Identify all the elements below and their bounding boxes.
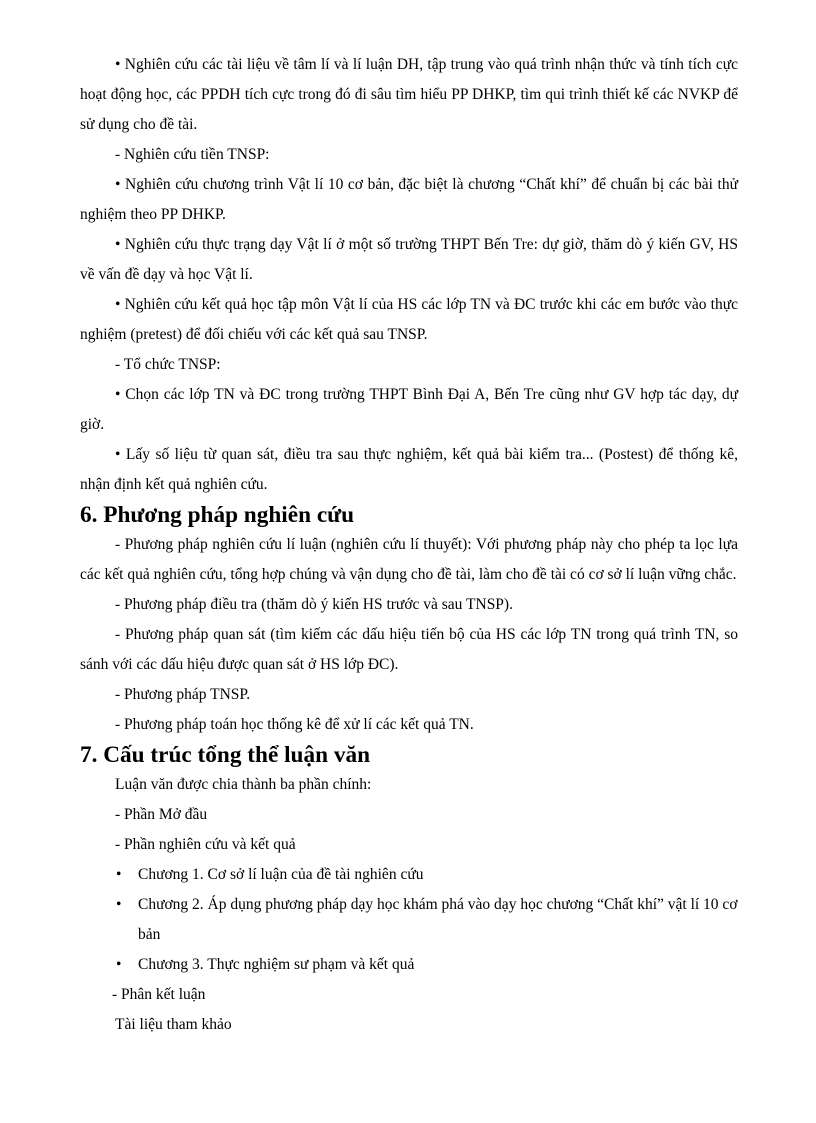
paragraph: • Lấy số liệu từ quan sát, điều tra sau thực nghiệm, kết quả bài kiểm tra... (Postest) để thống kê, nhận định kết quả nghiên cứu.	[80, 446, 738, 493]
chapter-list-item	[80, 860, 738, 890]
chapter-list-item	[80, 950, 738, 980]
document-page	[80, 50, 738, 1040]
chapter-list-item	[80, 890, 738, 950]
method-item: - Phương pháp toán học thống kê để xử lí các kết quả TN.	[115, 716, 474, 733]
bullet-icon: •	[116, 896, 122, 913]
structure-part: - Phần nghiên cứu và kết quả	[115, 836, 296, 853]
structure-part: - Phân kết luận	[112, 986, 206, 1003]
paragraph: • Nghiên cứu thực trạng dạy Vật lí ở một số trường THPT Bến Tre: dự giờ, thăm dò ý kiến GV, HS về vấn đề dạy và học Vật lí.	[80, 236, 738, 283]
paragraph: - Nghiên cứu tiền TNSP:	[115, 146, 270, 163]
bullet-icon: •	[116, 866, 122, 883]
paragraph: • Nghiên cứu các tài liệu về tâm lí và lí luận DH, tập trung vào quá trình nhận thức và tính tích cực hoạt động học, các PPDH tích cực trong đó đi sâu tìm hiểu PP DHKP, tìm qui trình thiết kế các NVKP để sử dụng cho đề tài.	[80, 56, 738, 133]
structure-intro: Luận văn được chia thành ba phần chính:	[115, 776, 372, 793]
chapter-label: Chương 2. Áp dụng phương pháp dạy học khám phá vào dạy học chương “Chất khí” vật lí 10 cơ bản	[138, 896, 738, 943]
references-label: Tài liệu tham khảo	[115, 1016, 232, 1033]
paragraph: • Nghiên cứu chương trình Vật lí 10 cơ bản, đặc biệt là chương “Chất khí” để chuẩn bị các bài thử nghiệm theo PP DHKP.	[80, 176, 738, 223]
structure-part: - Phần Mở đầu	[115, 806, 208, 823]
method-item: - Phương pháp điều tra (thăm dò ý kiến HS trước và sau TNSP).	[115, 596, 513, 613]
paragraph: • Nghiên cứu kết quả học tập môn Vật lí của HS các lớp TN và ĐC trước khi các em bước vào thực nghiệm (pretest) để đối chiếu với các kết quả sau TNSP.	[80, 296, 738, 343]
paragraph: - Tổ chức TNSP:	[115, 356, 221, 373]
bullet-icon: •	[116, 956, 122, 973]
chapter-label: Chương 1. Cơ sở lí luận của đề tài nghiên cứu	[138, 866, 424, 883]
section-heading: 7. Cấu trúc tổng thể luận văn	[80, 742, 371, 768]
section-heading: 6. Phương pháp nghiên cứu	[80, 502, 355, 528]
paragraph: • Chọn các lớp TN và ĐC trong trường THPT Bình Đại A, Bến Tre cũng như GV hợp tác dạy, dự giờ.	[80, 386, 738, 433]
method-item: - Phương pháp quan sát (tìm kiếm các dấu hiệu tiến bộ của HS các lớp TN trong quá trình TN, so sánh với các dấu hiệu được quan sát ở HS lớp ĐC).	[80, 626, 738, 673]
method-item: - Phương pháp nghiên cứu lí luận (nghiên cứu lí thuyết): Với phương pháp này cho phép ta lọc lựa các kết quả nghiên cứu, tổng hợp chúng và vận dụng cho đề tài, làm cho đề tài có cơ sở lí luận vững chắc.	[80, 536, 738, 583]
chapter-label: Chương 3. Thực nghiệm sư phạm và kết quả	[138, 956, 415, 973]
method-item: - Phương pháp TNSP.	[115, 686, 251, 703]
